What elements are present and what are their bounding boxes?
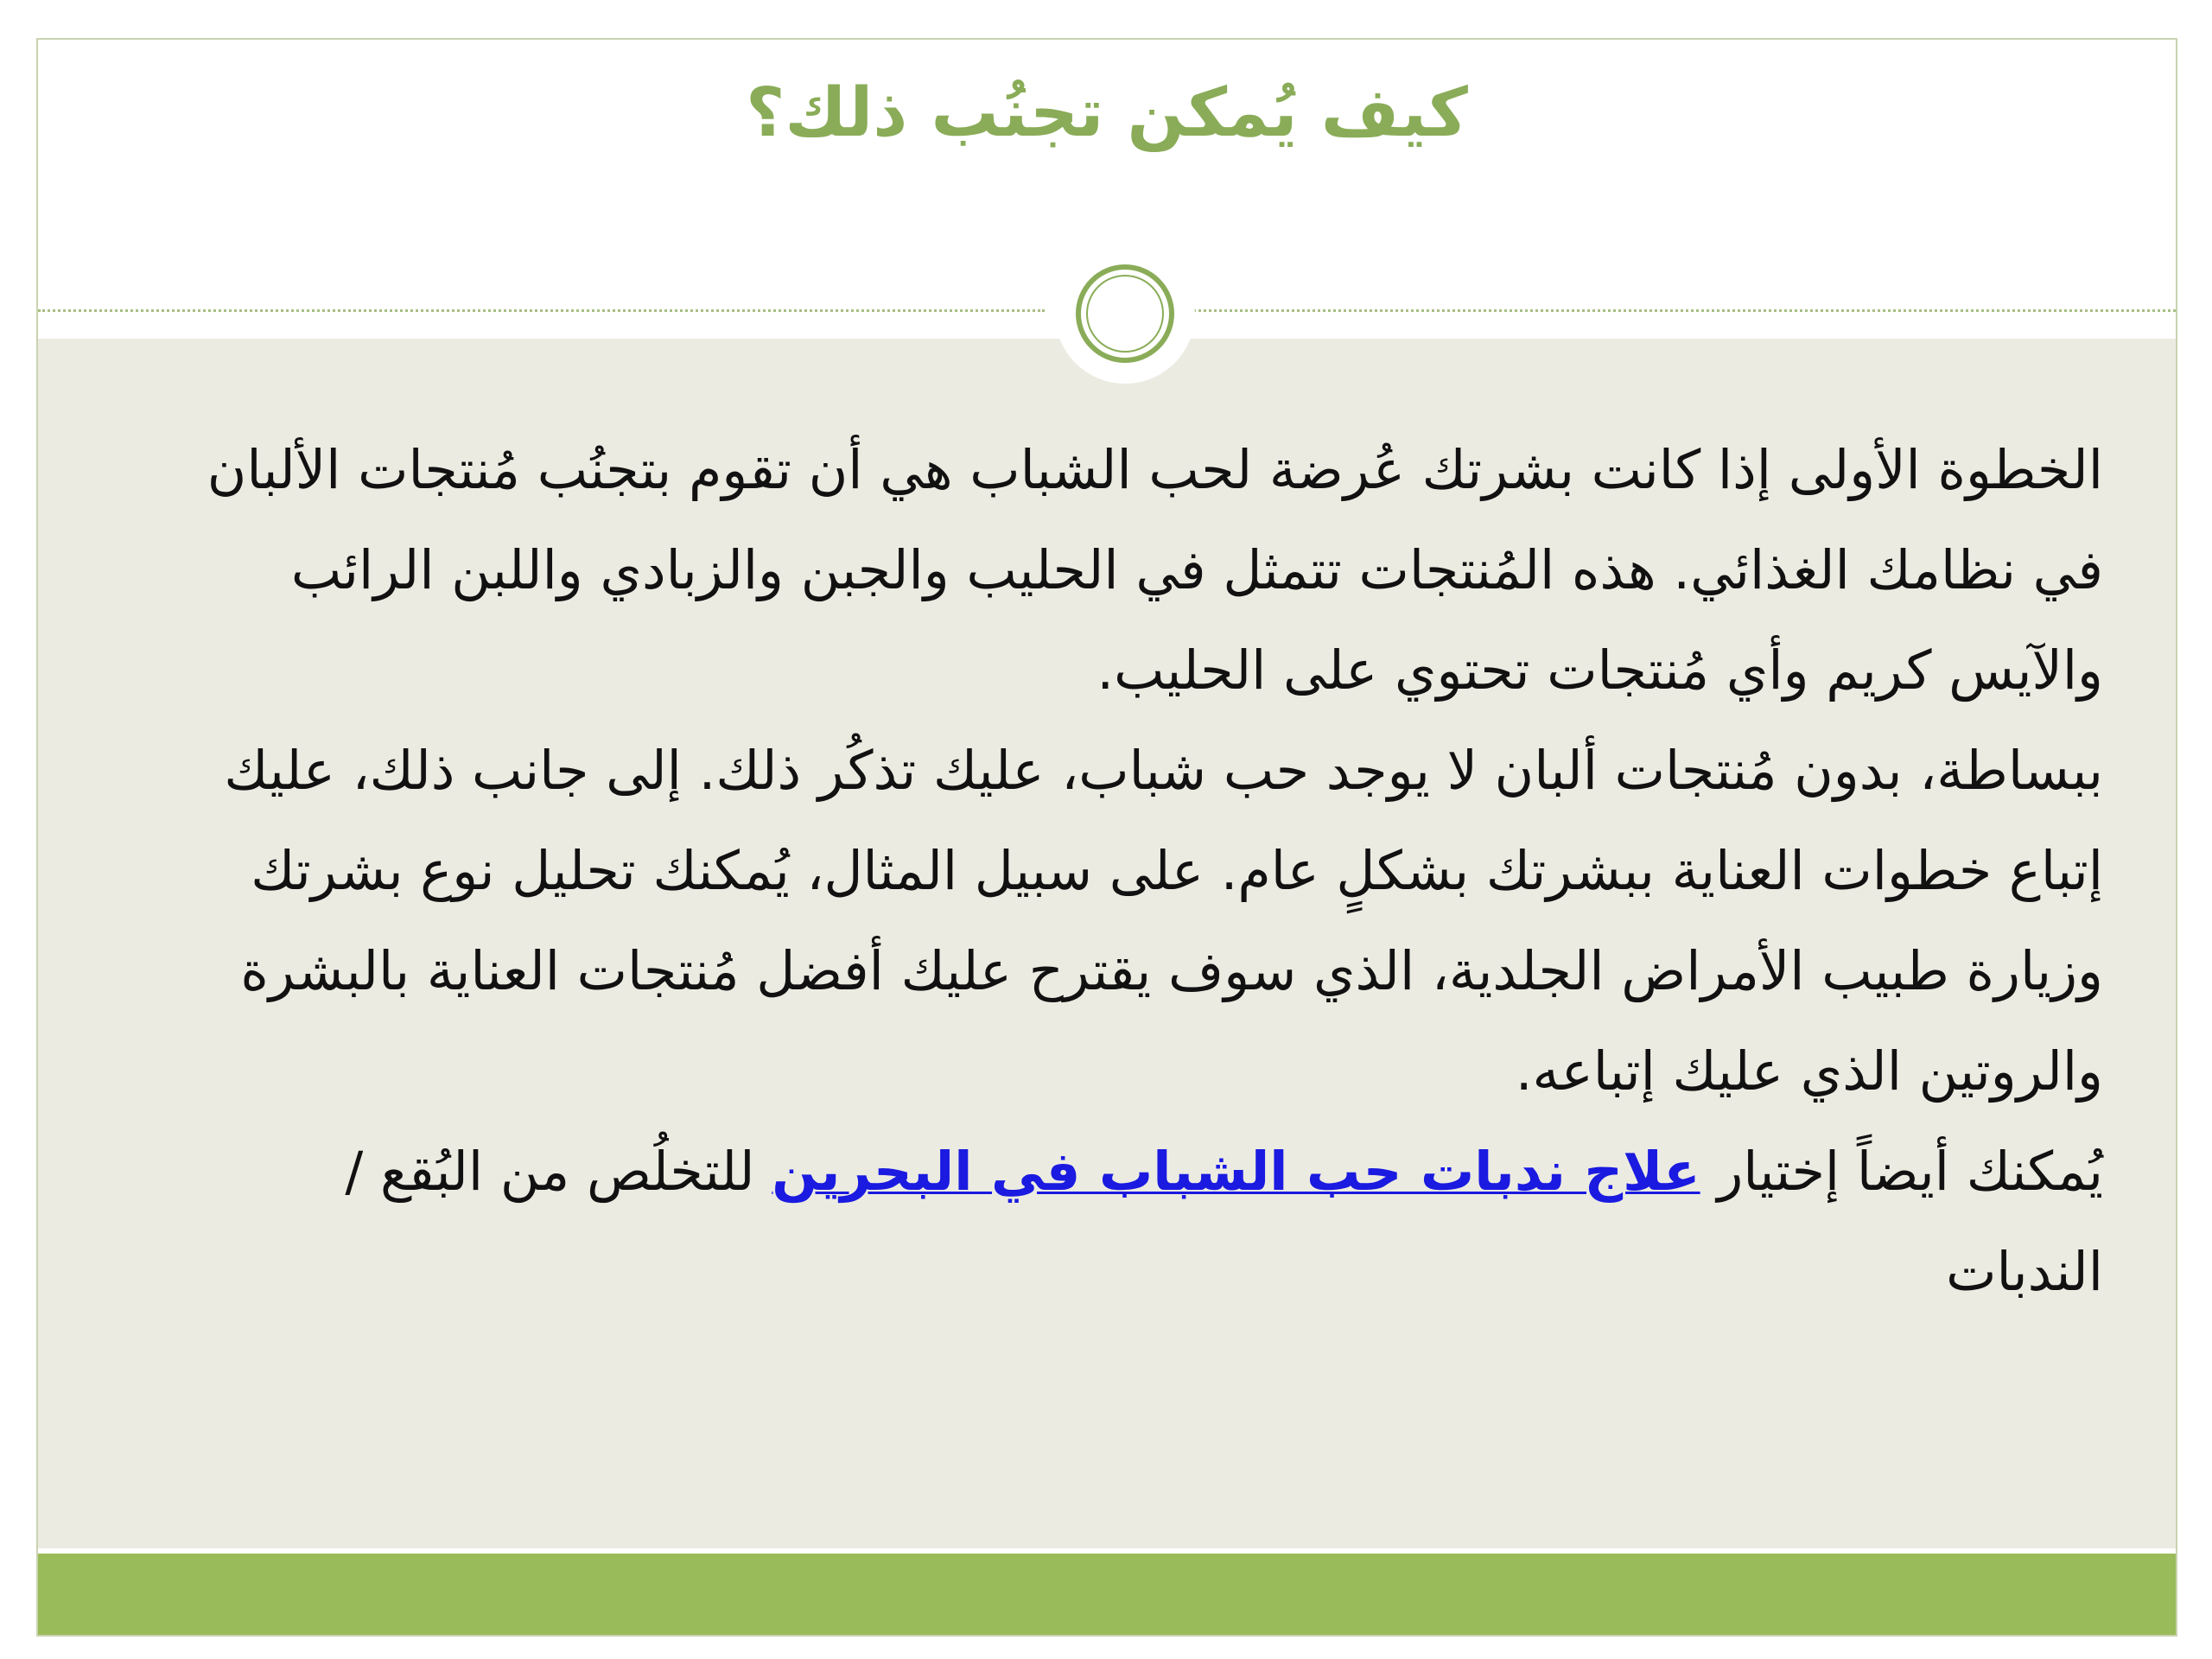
slide	[36, 38, 2177, 1637]
slide-title: كيف يُمكن تجنُب ذلك؟	[746, 74, 1468, 152]
paragraph-1: الخطوة الأولى إذا كانت بشرتك عُرضة لحب الشباب هي أن تقوم بتجنُب مُنتجات الألبان في نظامك الغذائي. هذه المُنتجات تتمثل في الحليب والجبن والزبادي واللبن الرائب والآيس كريم وأي مُنتجات تحتوي على الحليب.	[207, 438, 2103, 702]
paragraph-3-intro: يُمكنك أيضاً إختيار	[1700, 1140, 2103, 1203]
circle-ring-inner	[1086, 275, 1164, 353]
divider-right	[1173, 309, 2176, 312]
footer-band	[38, 1554, 2176, 1635]
acne-scar-treatment-link[interactable]: علاج ندبات حب الشباب في البحرين	[772, 1140, 1700, 1203]
paragraph-2: ببساطة، بدون مُنتجات ألبان لا يوجد حب شباب، عليك تذكُر ذلك. إلى جانب ذلك، عليك إتباع خطوات العناية ببشرتك بشكلٍ عام. على سبيل المثال، يُمكنك تحليل نوع بشرتك وزيارة طبيب الأمراض الجلدية، الذي سوف يقترح عليك أفضل مُنتجات العناية بالبشرة والروتين الذي عليك إتباعه.	[224, 739, 2103, 1103]
paragraph-3	[194, 1122, 2103, 1322]
divider-left	[38, 309, 1045, 312]
paragraph-3-end: للتخلُص من البُقع / الندبات	[345, 1140, 2103, 1303]
body-text	[194, 420, 2103, 1322]
